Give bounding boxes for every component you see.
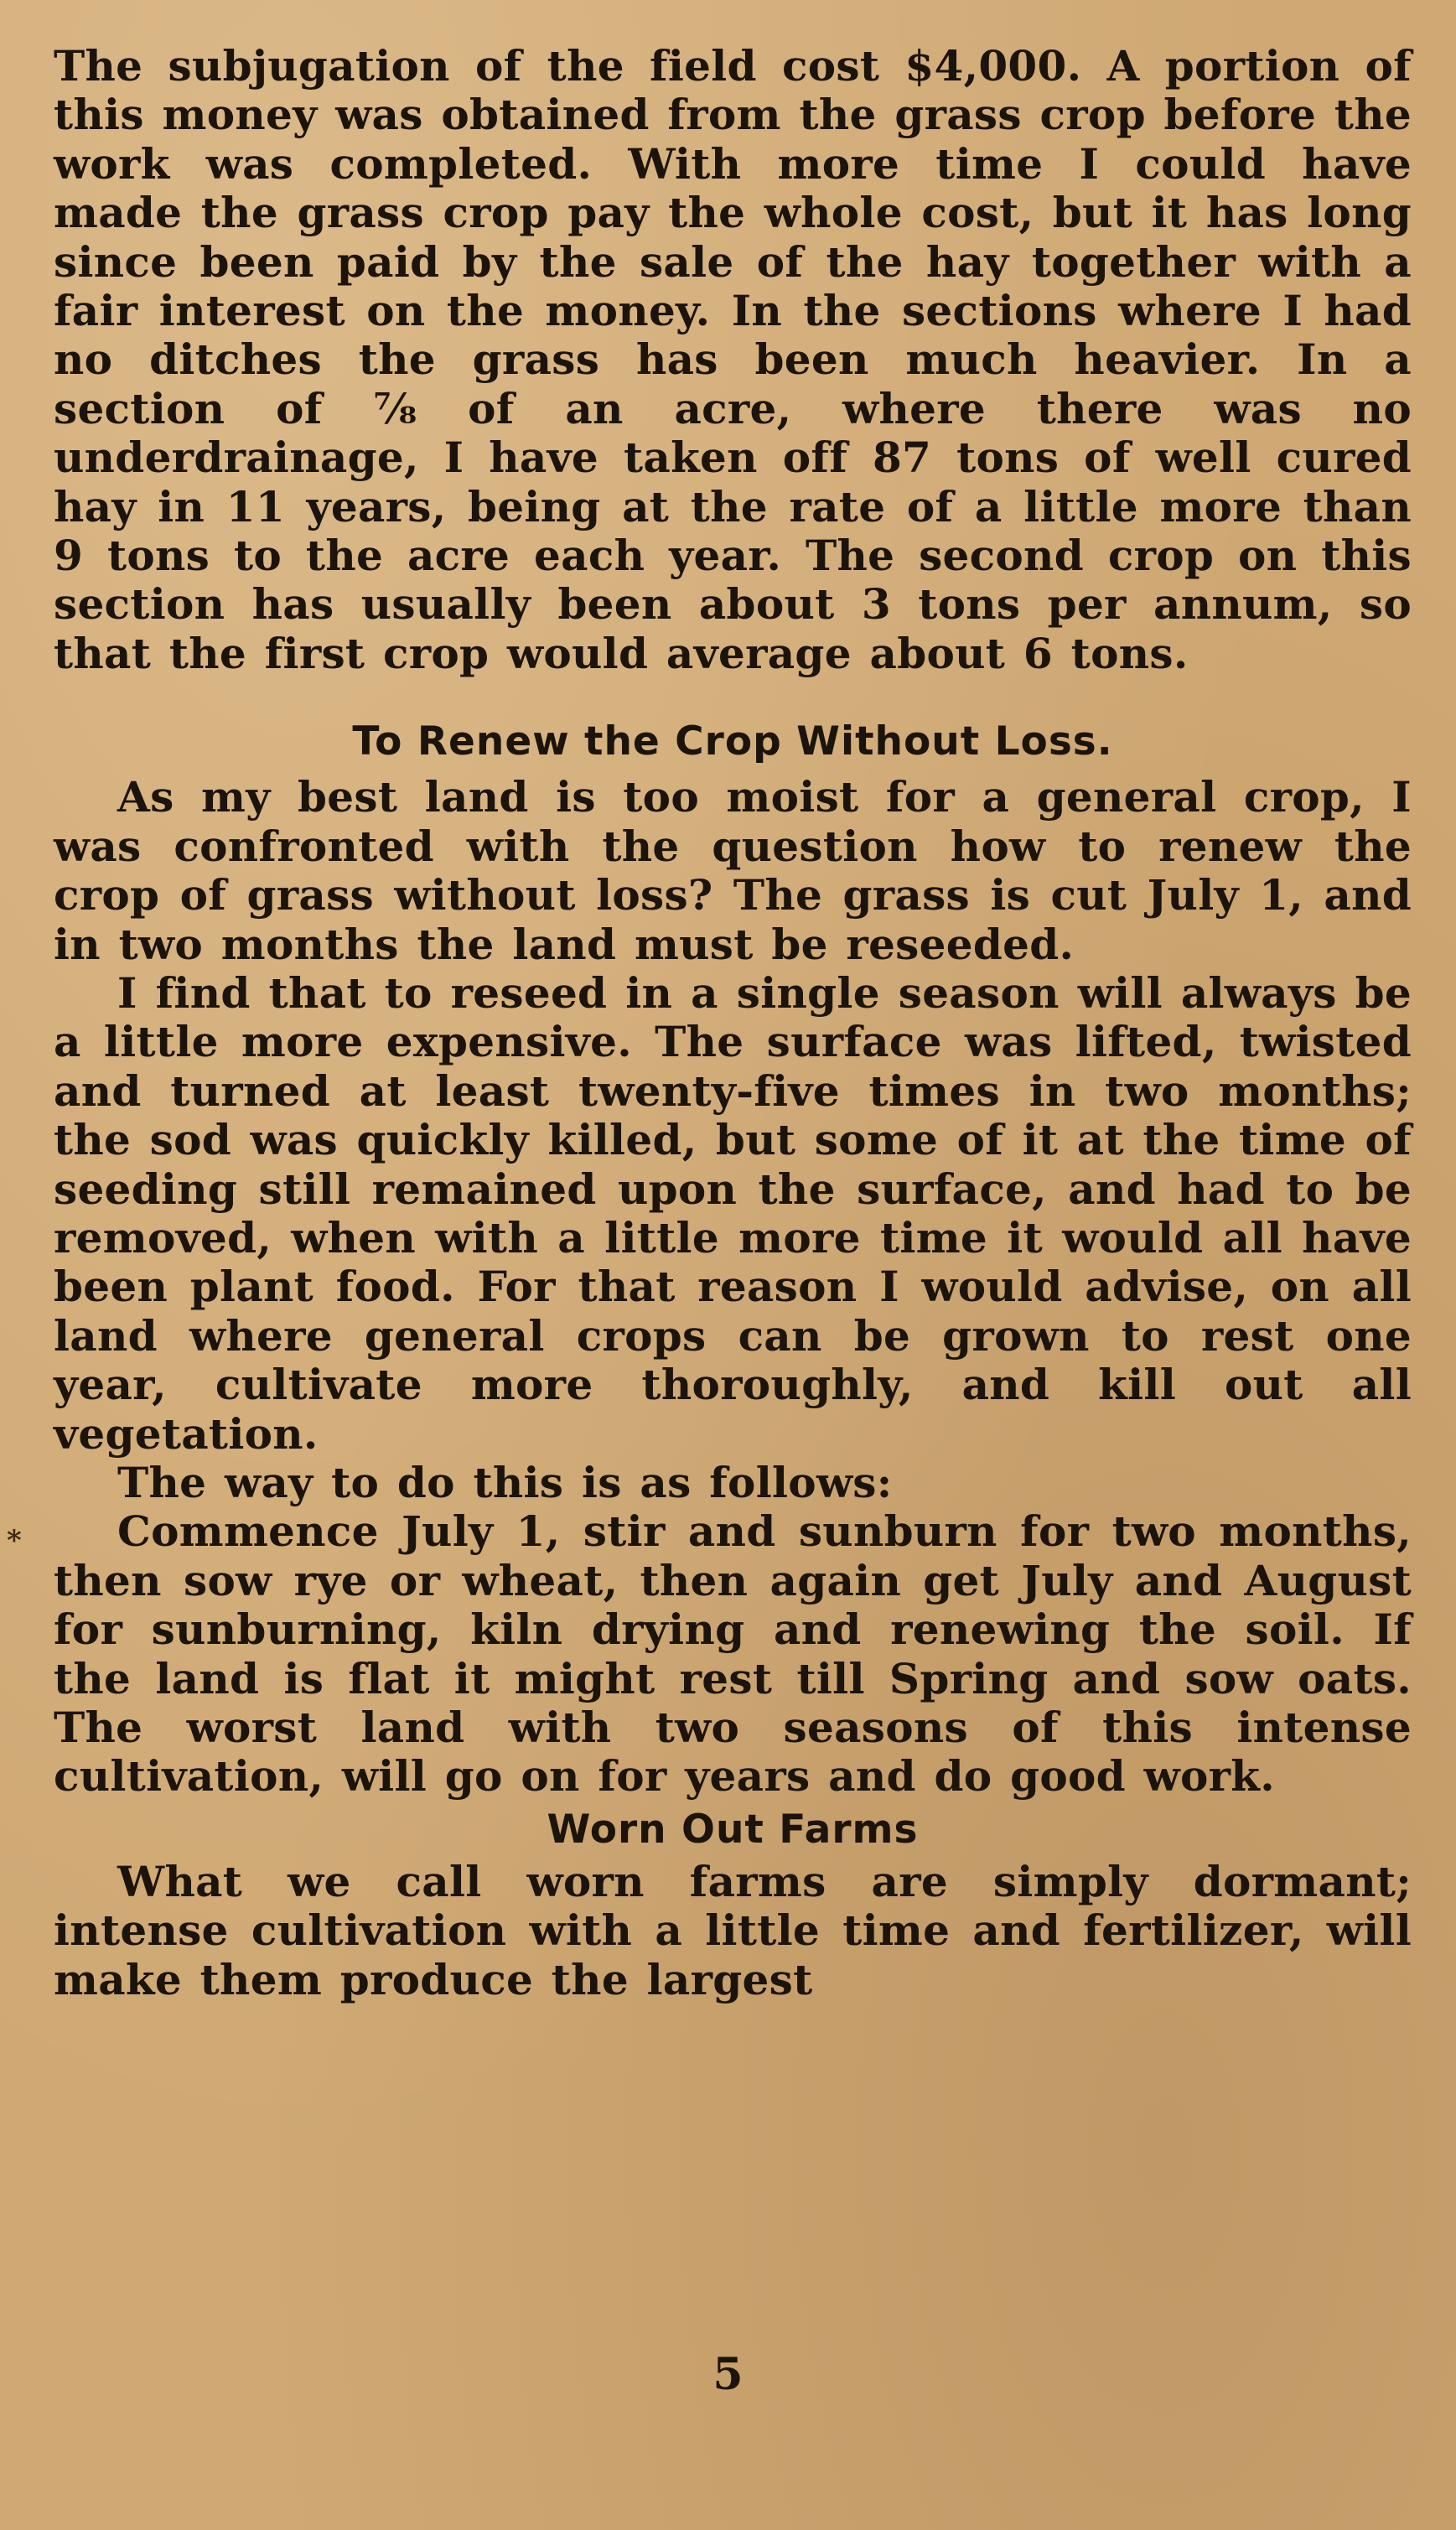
paragraph-commence-july: Commence July 1, stir and sunburn for two months, then sow rye or wheat, then again get July and August for sunburning, kiln drying and renewing the soil. If the land is flat it might rest till Spring and sow oats. The worst land with two seasons of this intense cultivation, will go on for years and do good work. — [54, 1506, 1412, 1802]
heading-worn-out-farms: Worn Out Farms — [547, 1806, 919, 1853]
paragraph-moist-land: As my best land is too moist for a general crop, I was confronted with the question how to renew the crop of grass without loss? The grass is cut July 1, and in two months the land must be reseeded. — [54, 772, 1412, 969]
paragraph-way-to-do: The way to do this is as follows: — [117, 1457, 893, 1507]
book-page — [54, 42, 1412, 2473]
heading-renew-crop: To Renew the Crop Without Loss. — [352, 718, 1113, 765]
page-number: 5 — [712, 2349, 744, 2400]
margin-ink-mark: * — [7, 1524, 22, 1558]
paragraph-subjugation-cost: The subjugation of the field cost $4,000. A portion of this money was obtained from the grass crop before the work was completed. With more time I could have made the grass crop pay the whole cost, but it has long since been paid by the sale of the hay together with a fair interest on the money. In the sections where I had no ditches the grass has been much heavier. In a section of ⅞ of an acre, where there was no underdrainage, I have taken off 87 tons of well cured hay in 11 years, being at the rate of a little more than 9 tons to the acre each year. The second crop on this section has usually been about 3 tons per annum, so that the first crop would average about 6 tons. — [54, 41, 1412, 678]
paragraph-worn-farms: What we call worn farms are simply dormant; intense cultivation with a little time and fertilizer, will make them produce the largest — [54, 1856, 1412, 2004]
paragraph-reseed-season: I find that to reseed in a single season will always be a little more expensive. The surface was lifted, twisted and turned at least twenty-five times in two months; the sod was quickly killed, but some of it at the time of seeding still remained upon the surface, and had to be removed, when with a little more time it would all have been plant food. For that reason I would advise, on all land where general crops can be grown to rest one year, cultivate more thoroughly, and kill out all vegetation. — [54, 967, 1412, 1459]
